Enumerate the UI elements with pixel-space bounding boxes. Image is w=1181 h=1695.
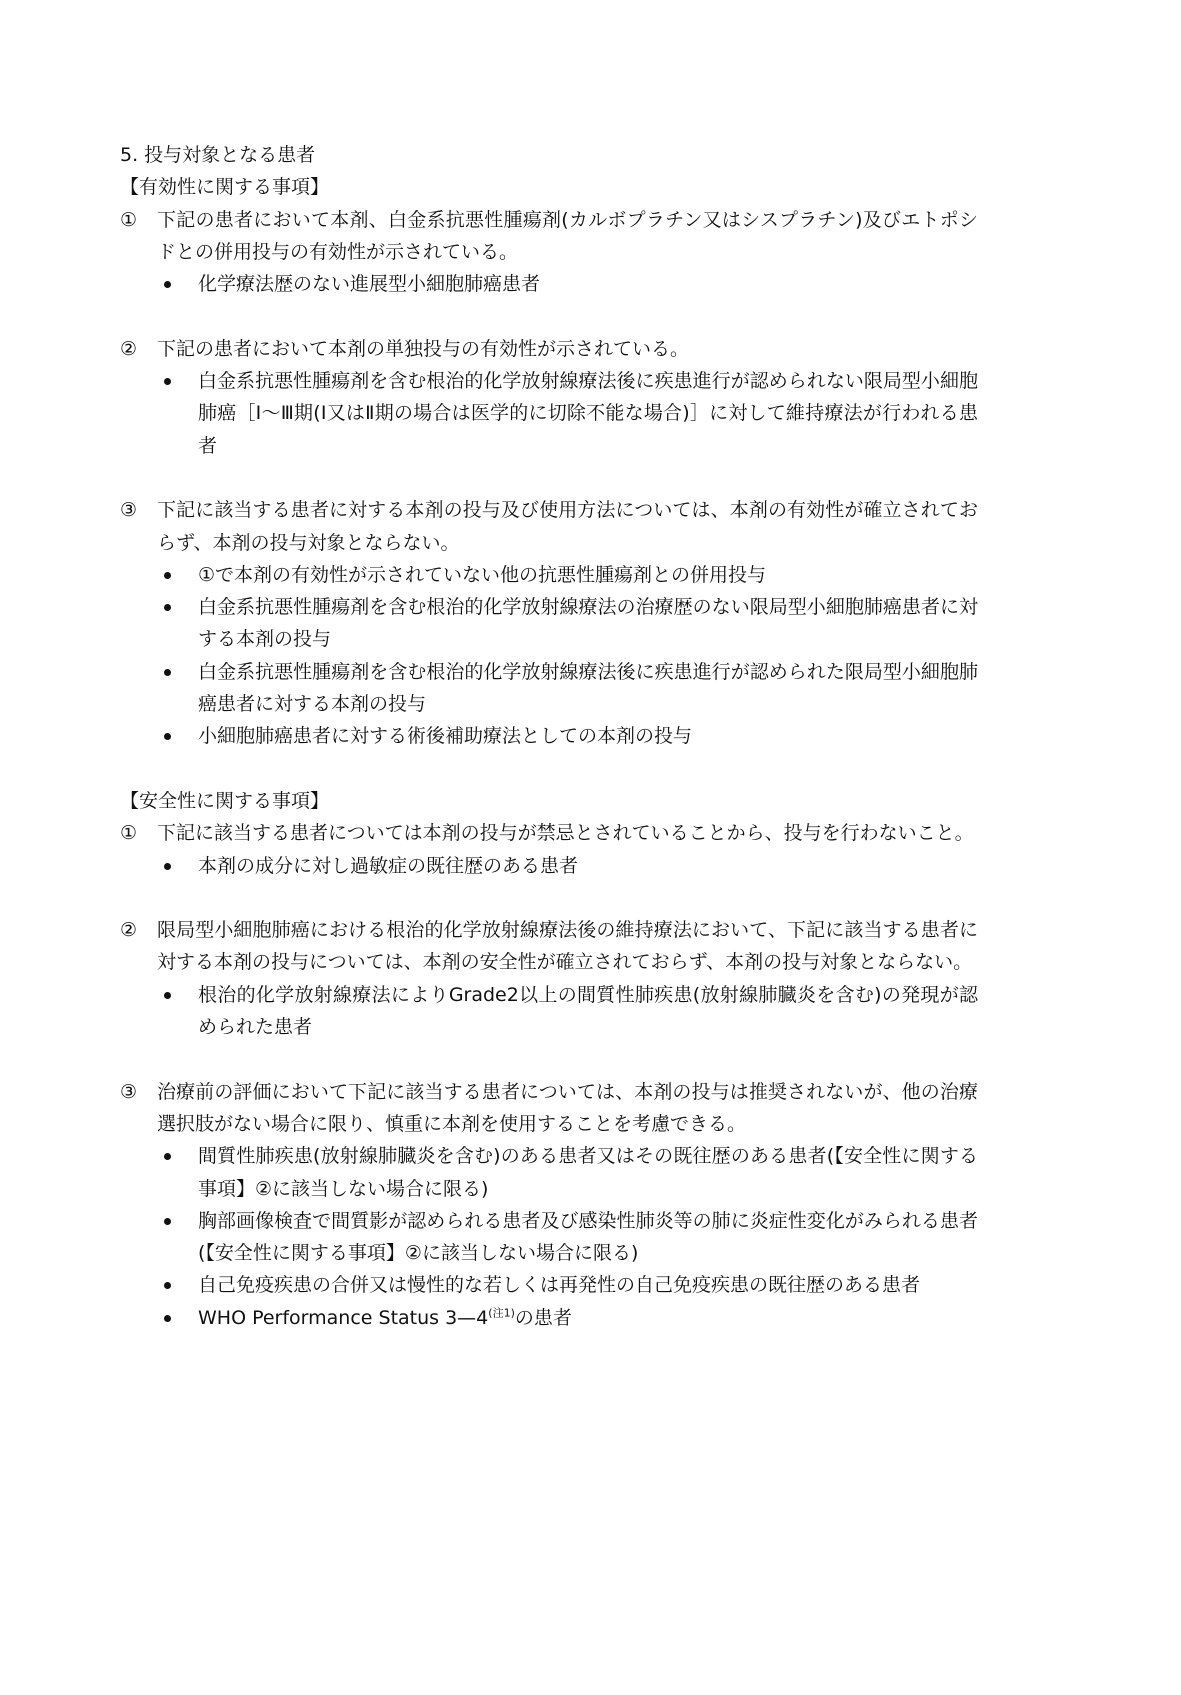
list-item [120,365,978,462]
item-text: 下記に該当する患者については本剤の投与が禁忌とされていることから、投与を行わないこと。 [157,822,974,845]
efficacy-item-2 [120,333,978,365]
bullet-icon [164,572,171,579]
item-text: 下記の患者において本剤、白金系抗悪性腫瘍剤(カルボプラチン又はシスプラチン)及びエトポシドとの併用投与の有効性が示されている。 [157,208,978,263]
list-item [120,1205,978,1270]
bullet-icon [164,669,171,676]
section-title: 5. 投与対象となる患者 [120,144,316,166]
bullet-icon [164,863,171,870]
bullet-icon [164,1282,171,1289]
safety-item-2 [120,914,978,979]
list-item [120,979,978,1044]
list-item [120,656,978,721]
bullet-icon [164,992,171,999]
bullet-text: 自己免疫疾患の合併又は慢性的な若しくは再発性の自己免疫疾患の既往歴のある患者 [198,1274,921,1297]
list-item [120,850,978,882]
item-number: ③ [120,1080,138,1103]
item-number: ② [120,337,138,360]
item-text: 下記に該当する患者に対する本剤の投与及び使用方法については、本剤の有効性が確立されておらず、本剤の投与対象とならない。 [157,499,978,554]
efficacy-item-3 [120,494,978,559]
efficacy-heading: 【有効性に関する事項】 [120,176,330,199]
safety-item-1 [120,817,978,849]
list-item [120,1269,978,1301]
bullet-text: WHO Performance Status 3—4 [198,1306,489,1329]
item-number: ② [120,919,138,942]
safety-item-3 [120,1076,978,1141]
bullet-text: 白金系抗悪性腫瘍剤を含む根治的化学放射線療法後に疾患進行が認められた限局型小細胞肺癌患者に対する本剤の投与 [198,660,978,716]
item-text: 治療前の評価において下記に該当する患者については、本剤の投与は推奨されないが、他の治療選択肢がない場合に限り、慎重に本剤を使用することを考慮できる。 [157,1080,978,1135]
item-number: ① [120,208,138,231]
bullet-text: 小細胞肺癌患者に対する術後補助療法としての本剤の投与 [198,725,693,748]
bullet-text: 根治的化学放射線療法によりGrade2以上の間質性肺疾患(放射線肺臓炎を含む)の発現が認められた患者 [198,983,978,1039]
bullet-icon [164,1218,171,1225]
bullet-icon [164,378,171,385]
bullet-text: 胸部画像検査で間質影が認められる患者及び感染性肺炎等の肺に炎症性変化がみられる患者(【安全性に関する事項】②に該当しない場合に限る) [198,1209,978,1265]
bullet-icon [164,1153,171,1160]
list-item [120,720,978,752]
efficacy-item-1 [120,204,978,269]
bullet-icon [164,1315,171,1322]
bullet-text: 本剤の成分に対し過敏症の既往歴のある患者 [198,854,579,877]
bullet-text: 間質性肺疾患(放射線肺臓炎を含む)のある患者又はその既往歴のある患者(【安全性に関する事項】②に該当しない場合に限る) [198,1145,978,1200]
bullet-text: 白金系抗悪性腫瘍剤を含む根治的化学放射線療法後に疾患進行が認められない限局型小細胞肺癌［Ⅰ～Ⅲ期(Ⅰ又はⅡ期の場合は医学的に切除不能な場合)］に対して維持療法が行われる患者 [198,370,978,457]
bullet-icon [164,281,171,288]
bullet-text: 化学療法歴のない進展型小細胞肺癌患者 [198,273,541,296]
item-number: ① [120,822,138,845]
list-item [120,559,978,591]
footnote-ref: (注1) [488,1306,515,1320]
bullet-text: の患者 [514,1306,572,1329]
item-text: 限局型小細胞肺癌における根治的化学放射線療法後の維持療法において、下記に該当する患者に対する本剤の投与については、本剤の安全性が確立されておらず、本剤の投与対象とならない。 [157,919,978,974]
bullet-text: 白金系抗悪性腫瘍剤を含む根治的化学放射線療法の治療歴のない限局型小細胞肺癌患者に対する本剤の投与 [198,596,978,651]
list-item [120,1140,978,1205]
bullet-text: ①で本剤の有効性が示されていない他の抗悪性腫瘍剤との併用投与 [198,563,767,586]
document-page [120,139,978,1334]
list-item [120,268,978,300]
bullet-icon [164,733,171,740]
list-item [120,1302,978,1334]
bullet-icon [164,604,171,611]
item-text: 下記の患者において本剤の単独投与の有効性が示されている。 [157,337,690,360]
list-item [120,591,978,656]
safety-heading: 【安全性に関する事項】 [120,789,330,812]
item-number: ③ [120,499,138,522]
